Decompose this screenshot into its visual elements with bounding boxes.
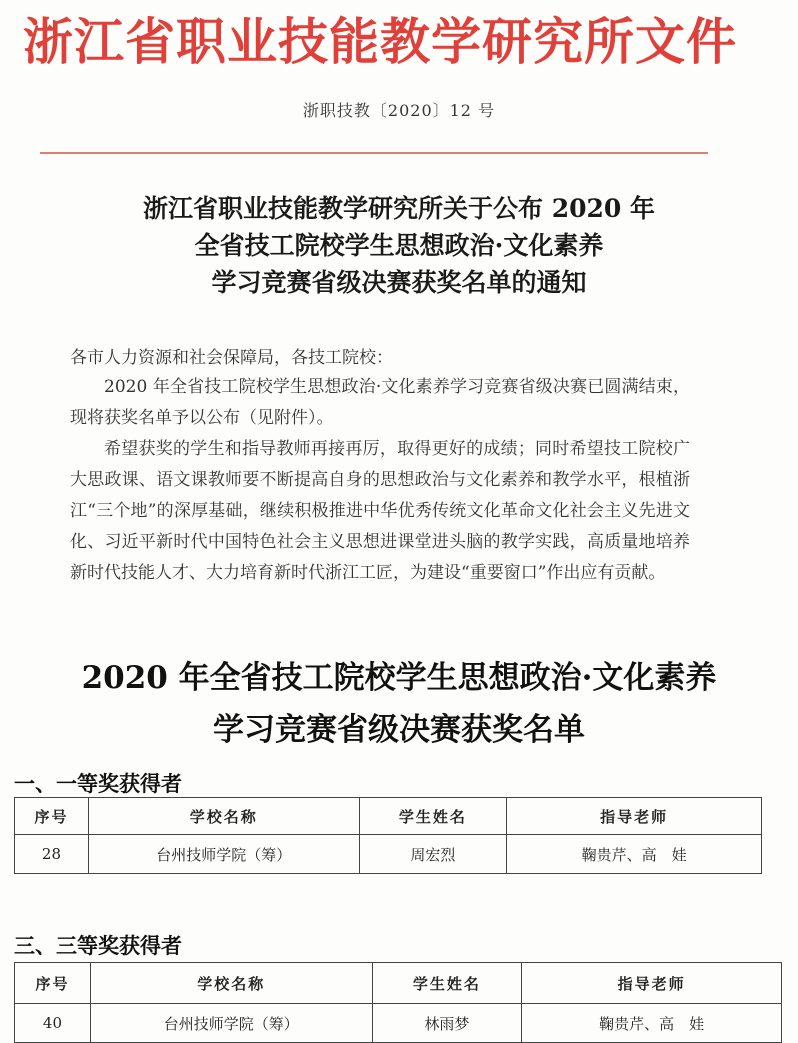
notice-title-line3: 学习竞赛省级决赛获奖名单的通知 [211,268,587,297]
table-row [15,835,762,874]
notice-title [0,190,798,301]
award-list-title-line2: 学习竞赛省级决赛获奖名单 [213,712,585,748]
red-divider [40,152,708,154]
cell-school: 台州技师学院（筹） [88,835,359,874]
cell-student: 周宏烈 [359,835,507,874]
cell-student: 林雨梦 [372,1004,522,1043]
award-list-title [0,652,798,756]
cell-no: 28 [15,835,89,874]
notice-title-line2: 全省技工院校学生思想政治·文化素养 [194,231,604,260]
notice-title-line1: 浙江省职业技能教学研究所关于公布 2020 年 [143,194,655,223]
cell-teacher: 鞠贵芹、高 娃 [507,835,762,874]
first-prize-section-title: 一、一等奖获得者 [14,771,182,796]
paragraph-2: 希望获奖的学生和指导教师再接再厉，取得更好的成绩；同时希望技工院校广大思政课、语文课教师要不断提高自身的思想政治与文化素养和教学水平，根植浙江“三个地”的深厚基础，继续积极推进中华优秀传统文化革命文化社会主义先进文化、习近平新时代中国特色社会主义思想进课堂进头脑的教学实践，高质量地培养新时代技能人才、大力培育新时代浙江工匠，为建设“重要窗口”作出应有贡献。 [70,439,690,583]
third-prize-section-title: 三、三等奖获得者 [14,933,182,958]
column-header-school: 学校名称 [90,963,372,1004]
document-number: 浙职技教〔2020〕12 号 [302,101,496,120]
table-header-row [15,963,782,1004]
table-header-row [15,798,762,835]
award-list-title-line1: 2020 年全省技工院校学生思想政治·文化素养 [81,660,717,696]
column-header-school: 学校名称 [88,798,359,835]
third-prize-table [14,962,782,1043]
cell-teacher: 鞠贵芹、高 娃 [522,1004,782,1043]
column-header-teacher: 指导老师 [507,798,762,835]
table-row [15,1004,782,1043]
paragraph-1: 2020 年全省技工院校学生思想政治·文化素养学习竞赛省级决赛已圆满结束，现将获奖名单予以公布（见附件）。 [70,377,690,428]
column-header-student: 学生姓名 [359,798,507,835]
first-prize-table [14,797,762,874]
column-header-no: 序号 [15,798,89,835]
column-header-teacher: 指导老师 [522,963,782,1004]
document-header-title: 浙江省职业技能教学研究所文件 [23,12,737,71]
cell-no: 40 [15,1004,91,1043]
column-header-student: 学生姓名 [372,963,522,1004]
addressee: 各市人力资源和社会保障局，各技工院校： [70,348,393,368]
cell-school: 台州技师学院（筹） [90,1004,372,1043]
column-header-no: 序号 [15,963,91,1004]
